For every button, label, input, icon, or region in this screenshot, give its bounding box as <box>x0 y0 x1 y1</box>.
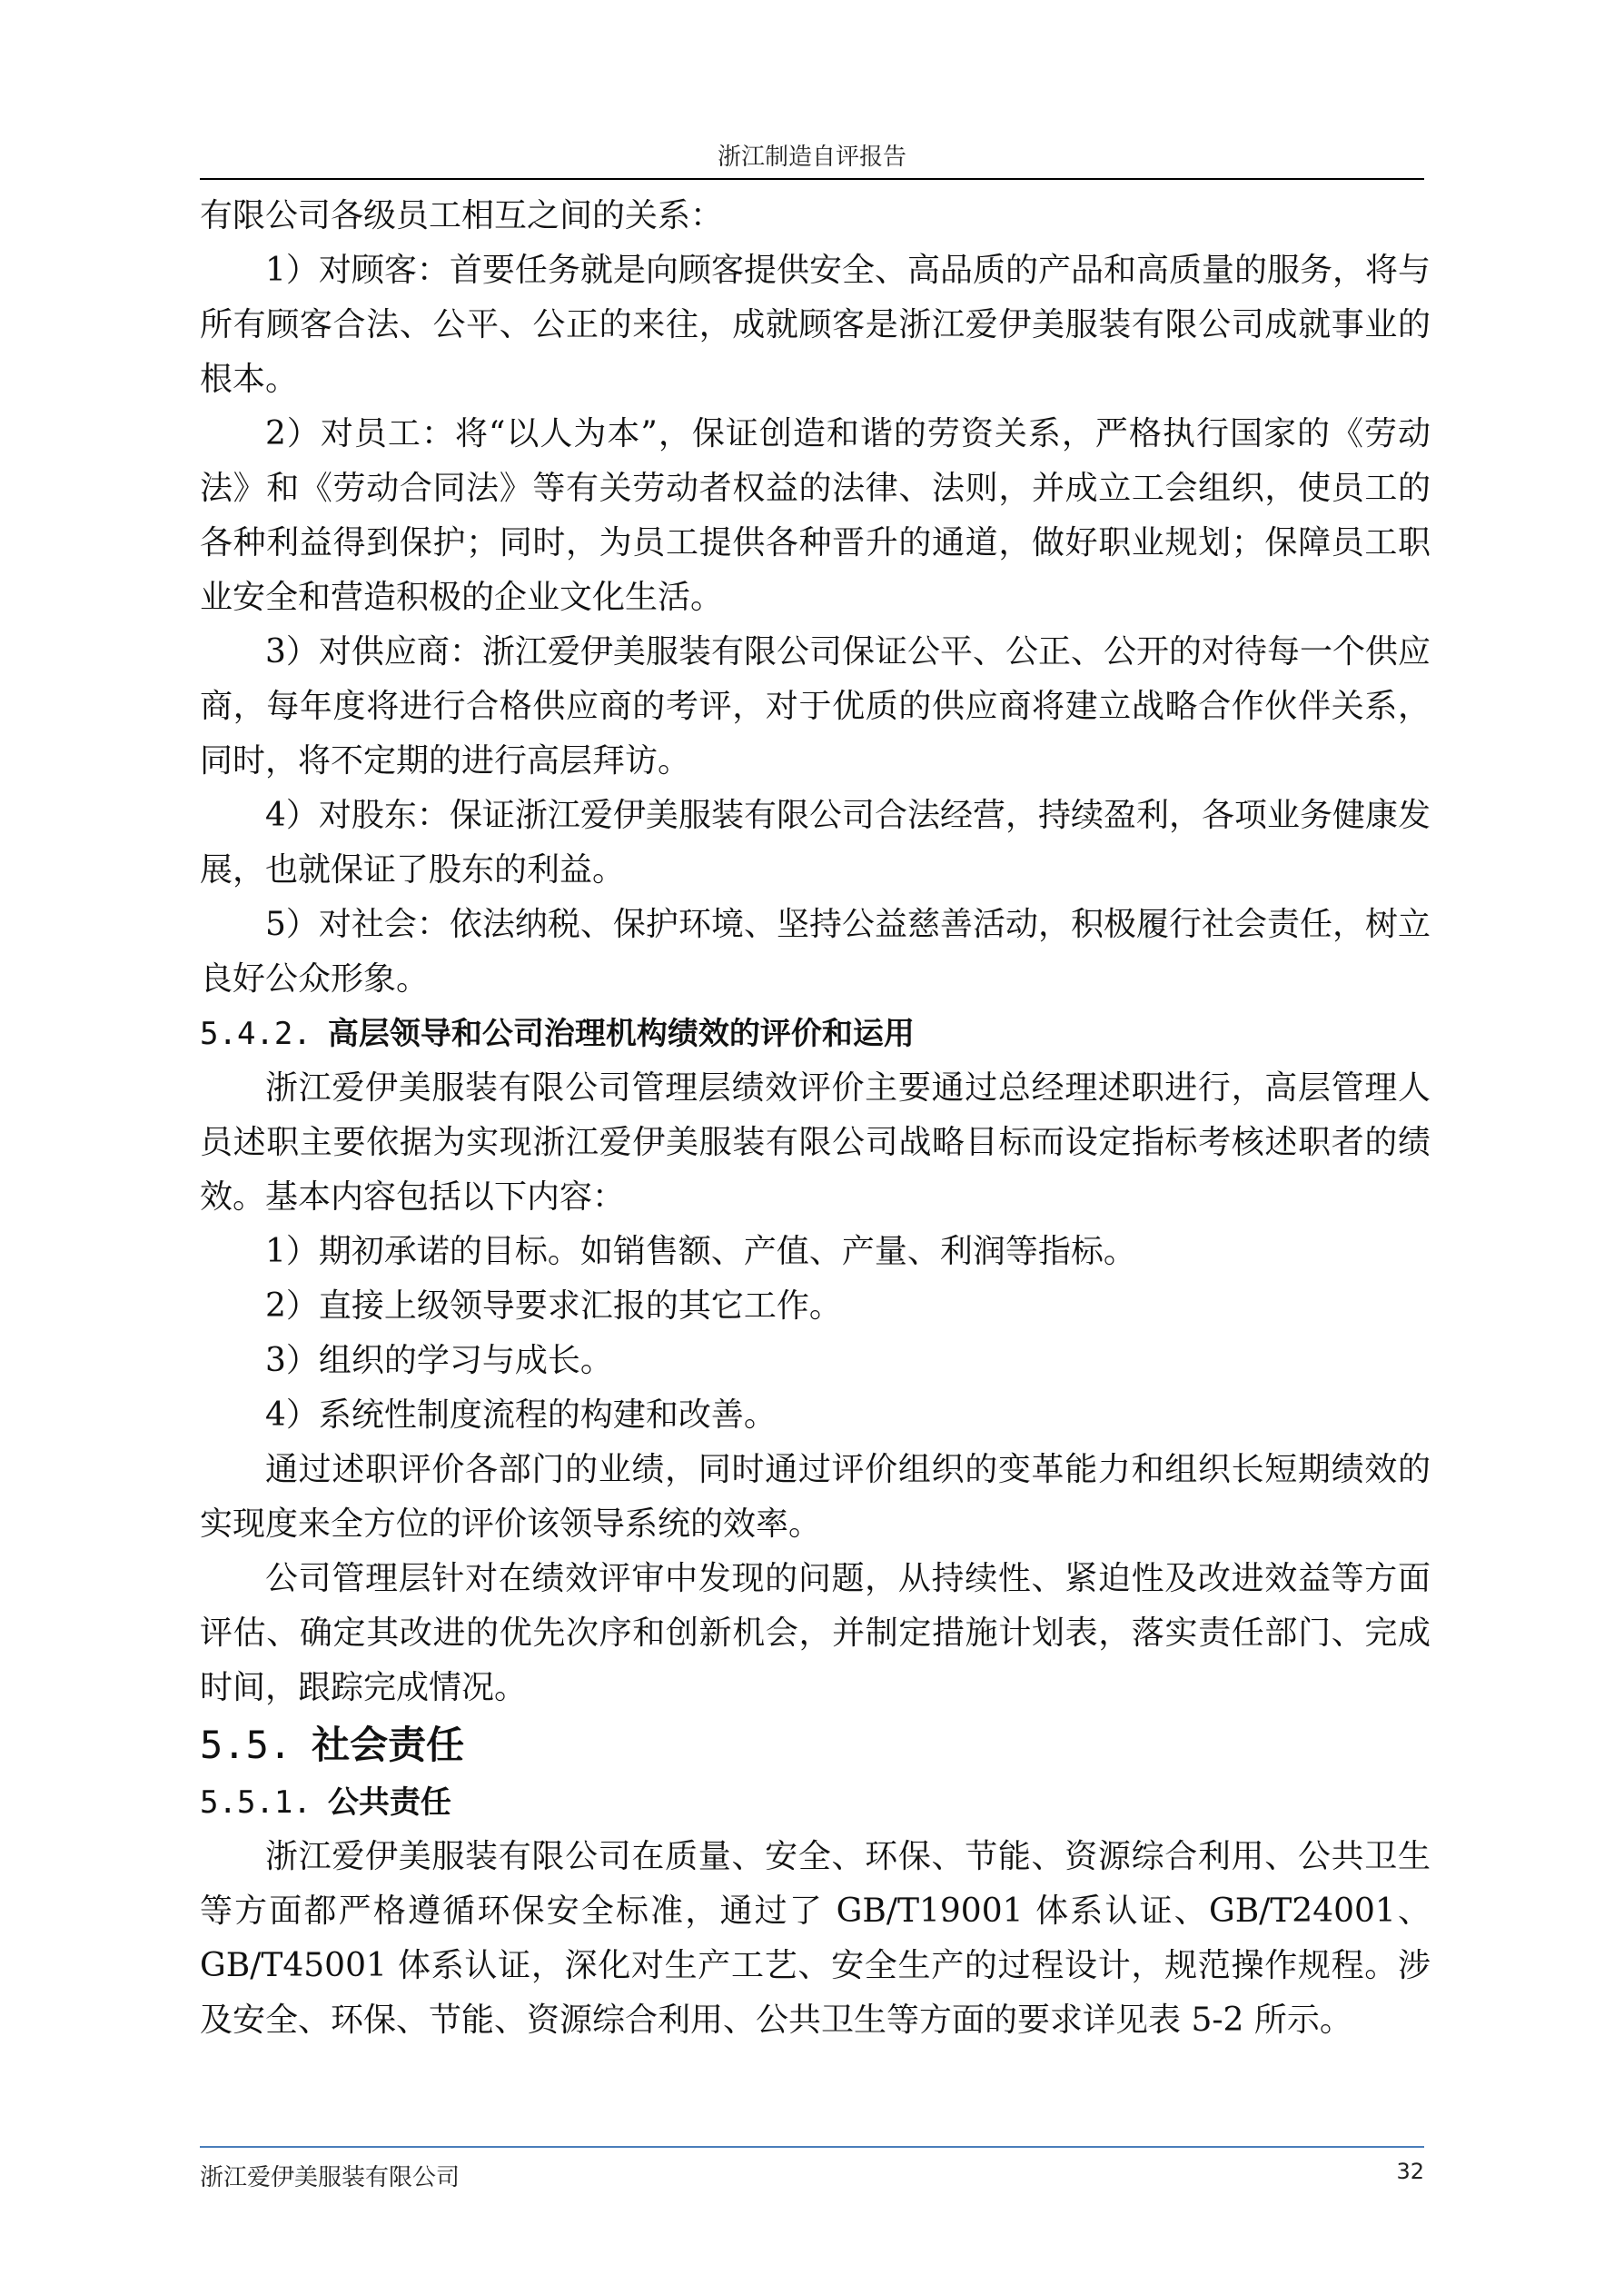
section-heading-5-4-2 <box>200 1007 1431 1061</box>
paragraph: 2）对员工：将“以人为本”，保证创造和谐的劳资关系，严格执行国家的《劳动法》和《劳动合同法》等有关劳动者权益的法律、法则，并成立工会组织，使员工的各种利益得到保护；同时，为员工提供各种晋升的通道，做好职业规划；保障员工职业安全和营造积极的企业文化生活。 <box>200 415 1431 616</box>
section-title: 高层领导和公司治理机构绩效的评价和运用 <box>327 1016 915 1052</box>
paragraph: 浙江爱伊美服装有限公司管理层绩效评价主要通过总经理述职进行，高层管理人员述职主要依据为实现浙江爱伊美服装有限公司战略目标而设定指标考核述职者的绩效。基本内容包括以下内容： <box>200 1069 1431 1216</box>
paragraph: 通过述职评价各部门的业绩，同时通过评价组织的变革能力和组织长短期绩效的实现度来全方位的评价该领导系统的效率。 <box>200 1451 1431 1543</box>
paragraph: 浙江爱伊美服装有限公司在质量、安全、环保、节能、资源综合利用、公共卫生等方面都严格遵循环保安全标准，通过了 GB/T19001 体系认证、GB/T24001、GB/T45001 体系认证，深化对生产工艺、安全生产的过程设计，规范操作规程。涉及安全、环保、节能、资源综合利用、公共卫生等方面的要求详见表 5-2 所示。 <box>200 1838 1431 2039</box>
paragraph: 4）对股东：保证浙江爱伊美服装有限公司合法经营，持续盈利，各项业务健康发展，也就保证了股东的利益。 <box>200 797 1431 889</box>
list-item: 4）系统性制度流程的构建和改善。 <box>265 1396 777 1434</box>
section-number: 5.5. <box>200 1723 292 1767</box>
page-body <box>200 189 1431 2048</box>
footer-divider <box>200 2146 1424 2148</box>
section-heading-5-5 <box>200 1715 1431 1775</box>
section-title: 社会责任 <box>312 1723 465 1767</box>
paragraph: 5）对社会：依法纳税、保护环境、坚持公益慈善活动，积极履行社会责任，树立良好公众形象。 <box>200 906 1431 998</box>
list-item: 3）组织的学习与成长。 <box>265 1342 613 1379</box>
paragraph: 1）对顾客：首要任务就是向顾客提供安全、高品质的产品和高质量的服务，将与所有顾客合法、公平、公正的来往，成就顾客是浙江爱伊美服装有限公司成就事业的根本。 <box>200 252 1431 398</box>
page-number: 32 <box>1396 2159 1424 2184</box>
paragraph: 有限公司各级员工相互之间的关系： <box>200 197 724 234</box>
paragraph: 3）对供应商：浙江爱伊美服装有限公司保证公平、公正、公开的对待每一个供应商，每年度将进行合格供应商的考评，对于优质的供应商将建立战略合作伙伴关系，同时，将不定期的进行高层拜访。 <box>200 633 1431 780</box>
header-divider <box>200 178 1424 180</box>
section-number: 5.5.1. <box>200 1784 312 1821</box>
page-header-title: 浙江制造自评报告 <box>717 144 906 171</box>
section-number: 5.4.2. <box>200 1016 312 1052</box>
section-heading-5-5-1 <box>200 1775 1431 1830</box>
paragraph: 公司管理层针对在绩效评审中发现的问题，从持续性、紧迫性及改进效益等方面评估、确定其改进的优先次序和创新机会，并制定措施计划表，落实责任部门、完成时间，跟踪完成情况。 <box>200 1560 1431 1706</box>
section-title: 公共责任 <box>327 1784 451 1821</box>
footer-company: 浙江爱伊美服装有限公司 <box>200 2164 460 2191</box>
list-item: 2）直接上级领导要求汇报的其它工作。 <box>265 1287 842 1325</box>
list-item: 1）期初承诺的目标。如销售额、产值、产量、利润等指标。 <box>265 1233 1136 1270</box>
